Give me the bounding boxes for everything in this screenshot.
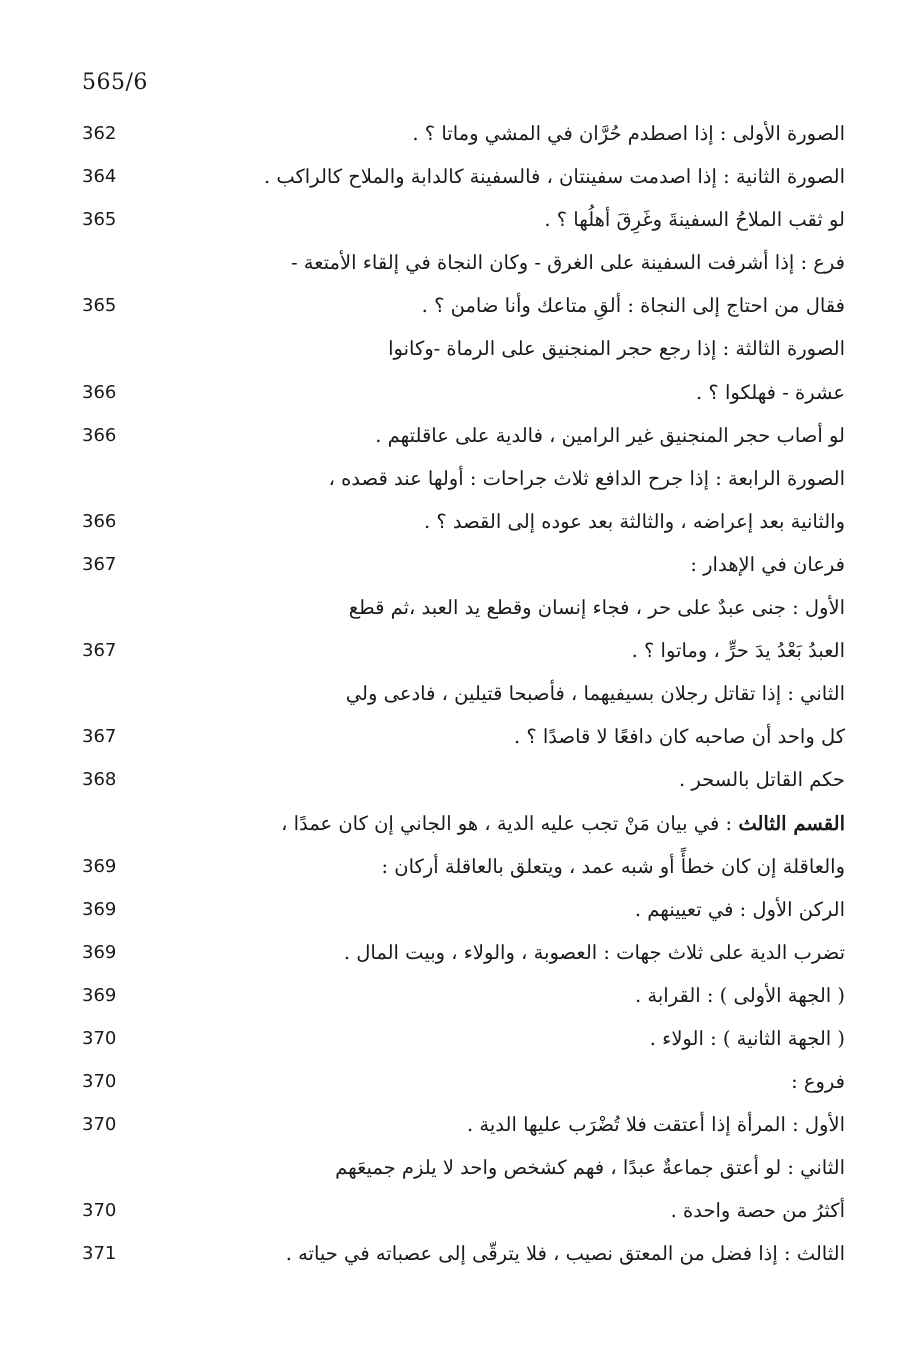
toc-entry-text: فروع : xyxy=(791,1070,845,1094)
toc-row xyxy=(0,672,919,715)
toc-entry-text: الثاني : لو أعتق جماعةٌ عبدًا ، فهم كشخص واحد لا يلزم جميعَهم xyxy=(335,1156,845,1180)
toc-page-number: 370 xyxy=(82,1071,117,1093)
toc-entry-text: العبدُ بَعْدُ يدَ حرٍّ ، وماتوا ؟ . xyxy=(631,639,845,663)
toc-page-number: 366 xyxy=(82,424,117,446)
toc-row xyxy=(0,974,919,1017)
toc-row xyxy=(0,112,919,155)
toc-page-number: 370 xyxy=(82,1200,117,1222)
toc-page-number: 366 xyxy=(82,381,117,403)
toc-row xyxy=(0,1146,919,1189)
toc-row xyxy=(0,931,919,974)
toc-page-number: 365 xyxy=(82,295,117,317)
toc-entry-text: لو أصاب حجر المنجنيق غير الرامين ، فالدية على عاقلتهم . xyxy=(375,423,845,447)
toc-row xyxy=(0,327,919,370)
toc-entry-text: الثالث : إذا فضل من المعتق نصيب ، فلا يترقّى إلى عصباته في حياته . xyxy=(285,1242,845,1266)
toc-row xyxy=(0,198,919,241)
toc-row xyxy=(0,1103,919,1146)
toc-row xyxy=(0,1017,919,1060)
toc-entry-text: فرعان في الإهدار : xyxy=(690,552,845,576)
toc-entry-text: والعاقلة إن كان خطأً أو شبه عمد ، ويتعلق بالعاقلة أركان : xyxy=(381,854,845,878)
page-header: 565/6 xyxy=(82,70,148,95)
toc-entry-text: الصورة الثالثة : إذا رجع حجر المنجنيق على الرماة -وكانوا xyxy=(388,337,845,361)
toc-page-number: 370 xyxy=(82,1114,117,1136)
toc-entry-text: فرع : إذا أشرفت السفينة على الغرق - وكان النجاة في إلقاء الأمتعة - xyxy=(291,251,845,275)
toc-row xyxy=(0,1060,919,1103)
toc-page-number: 367 xyxy=(82,553,117,575)
toc-row xyxy=(0,758,919,801)
toc-page-number: 367 xyxy=(82,640,117,662)
toc-entry-text: عشرة - فهلكوا ؟ . xyxy=(696,380,845,404)
toc-page-number: 368 xyxy=(82,769,117,791)
toc-entry-text: الأول : جنى عبدٌ على حر ، فجاء إنسان وقطع يد العبد ،ثم قطع xyxy=(348,596,845,620)
toc-page-number: 369 xyxy=(82,855,117,877)
toc-entry-text: ( الجهة الثانية ) : الولاء . xyxy=(649,1026,845,1050)
toc-entry-text: الثاني : إذا تقاتل رجلان بسيفيهما ، فأصبحا قتيلين ، فادعى ولي xyxy=(345,682,845,706)
toc-row xyxy=(0,586,919,629)
toc-row xyxy=(0,414,919,457)
toc-entry-text: والثانية بعد إعراضه ، والثالثة بعد عوده إلى القصد ؟ . xyxy=(423,509,845,533)
toc-page-number: 362 xyxy=(82,123,117,144)
toc-row xyxy=(0,457,919,500)
toc-entry-text: الصورة الثانية : إذا اصدمت سفينتان ، فالسفينة كالدابة والملاح كالراكب . xyxy=(263,165,845,189)
toc-entry-text: فقال من احتاج إلى النجاة : ألقِ متاعك وأنا ضامن ؟ . xyxy=(421,294,845,318)
toc-page-number: 367 xyxy=(82,726,117,748)
toc-page-number: 366 xyxy=(82,510,117,532)
toc-row xyxy=(0,1189,919,1232)
toc-row xyxy=(0,1232,919,1275)
toc-row xyxy=(0,241,919,284)
toc-row xyxy=(0,371,919,414)
toc-entry-text xyxy=(245,802,845,845)
toc-row xyxy=(0,802,919,845)
table-of-contents xyxy=(0,112,919,1276)
toc-page-number: 371 xyxy=(82,1243,117,1265)
toc-entry-text: الركن الأول : في تعيينهم . xyxy=(634,897,845,921)
toc-entry-text: الأول : المرأة إذا أعتقت فلا تُضْرَب عليها الدية . xyxy=(467,1113,845,1137)
toc-row xyxy=(0,629,919,672)
toc-page-number: 369 xyxy=(82,941,117,963)
toc-page-number: 370 xyxy=(82,1027,117,1049)
section-heading-text: : في بيان مَنْ تجب عليه الدية ، هو الجاني إن كان عمدًا ، xyxy=(281,811,739,835)
toc-row xyxy=(0,284,919,327)
toc-entry-text: الصورة الرابعة : إذا جرح الدافع ثلاث جراحات : أولها عند قصده ، xyxy=(328,466,845,490)
toc-row xyxy=(0,500,919,543)
toc-page-number: 369 xyxy=(82,984,117,1006)
toc-page-number: 365 xyxy=(82,209,117,231)
toc-row xyxy=(0,888,919,931)
toc-row xyxy=(0,155,919,198)
toc-entry-text: أكثرُ من حصة واحدة . xyxy=(670,1199,845,1223)
toc-entry-text: كل واحد أن صاحبه كان دافعًا لا قاصدًا ؟ . xyxy=(513,725,845,749)
toc-entry-text: تضرب الدية على ثلاث جهات : العصوبة ، والولاء ، وبيت المال . xyxy=(343,940,845,964)
toc-row xyxy=(0,845,919,888)
toc-row xyxy=(0,543,919,586)
toc-page-number: 369 xyxy=(82,898,117,920)
section-heading: القسم الثالث xyxy=(738,811,845,835)
toc-entry-text: الصورة الأولى : إذا اصطدم حُرَّان في المشي وماتا ؟ . xyxy=(412,122,845,145)
toc-page-number: 364 xyxy=(82,166,117,188)
toc-entry-text: حكم القاتل بالسحر . xyxy=(678,768,845,792)
toc-entry-text: ( الجهة الأولى ) : القرابة . xyxy=(635,983,845,1007)
toc-row xyxy=(0,715,919,758)
toc-entry-text: لو ثقب الملاحُ السفينةَ وغَرِقَ أهلُها ؟ . xyxy=(544,208,845,232)
